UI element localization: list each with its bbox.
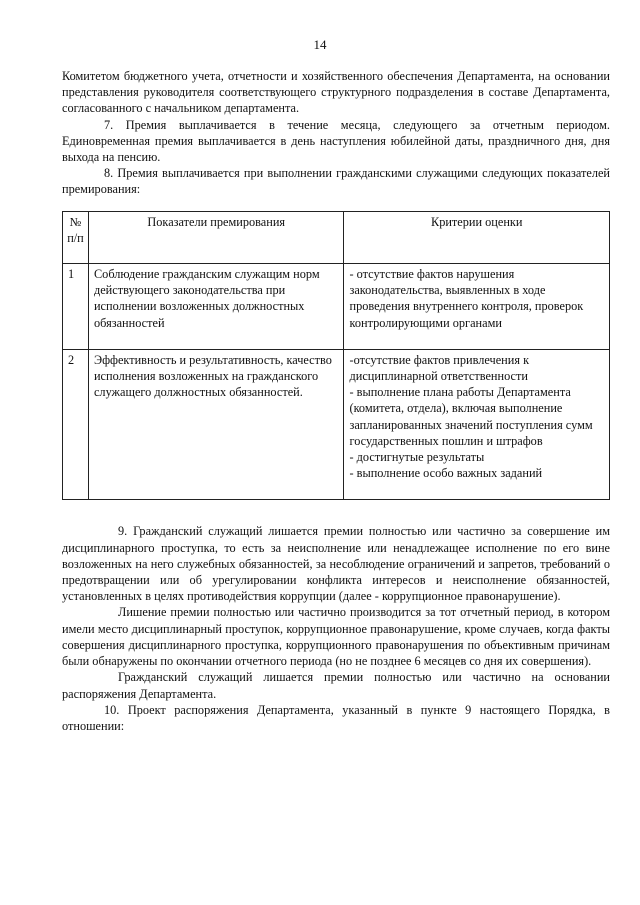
paragraph-9: 9. Гражданский служащий лишается премии полностью или частично за совершение им дисциплинарного проступка, то есть за неисполнение или ненадлежащее исполнение по его вине возложенных на него служебных обязанностей, за несоблюдение ограничений и запретов, требований о предотвращении или об урегулировании конфликта интересов и неисполнение обязанностей, установленных в целях противодействия коррупции (далее - коррупционное правонарушение). (62, 524, 610, 604)
criteria-item: -отсутствие фактов привлечения к дисциплинарной ответственности (349, 352, 530, 384)
row-indicator: Соблюдение гражданским служащим норм действующего законодательства при исполнении возложенных должностных обязанностей (88, 264, 344, 350)
criteria-item: - достигнутые результаты (349, 450, 485, 465)
table-row (63, 349, 610, 500)
table-header-row (63, 211, 610, 263)
bonus-indicators-table (62, 211, 610, 501)
row-number: 1 (63, 264, 89, 350)
header-number: № п/п (63, 211, 89, 263)
paragraph-deprivation-period: Лишение премии полностью или частично производится за тот отчетный период, в котором имели место дисциплинарный проступок, коррупционное правонарушение, кроме случаев, когда факты совершения дисциплинарного проступка, коррупционного правонарушения по объективным причинам были обнаружены по окончании отчетного периода (но не позднее 6 месяцев со дня их совершения). (62, 605, 610, 669)
row-number: 2 (63, 349, 89, 500)
row-criteria (344, 349, 610, 500)
document-body (62, 68, 610, 734)
criteria-item: - отсутствие фактов нарушения законодательства, выявленных в ходе проведения внутреннего контроля, проверок контролирующими органами (349, 267, 584, 330)
paragraph-deprivation-order: Гражданский служащий лишается премии полностью или частично на основании распоряжения Департамента. (62, 670, 610, 701)
criteria-item: - выполнение плана работы Департамента (комитета, отдела), включая выполнение запланированных значений поступления сумм государственных пошлин и штрафов (349, 385, 593, 448)
row-criteria (344, 264, 610, 350)
table-row (63, 264, 610, 350)
paragraph-8: 8. Премия выплачивается при выполнении гражданскими служащими следующих показателей премирования: (62, 166, 610, 197)
paragraph-continuation: Комитетом бюджетного учета, отчетности и хозяйственного обеспечения Департамента, на основании представления руководителя соответствующего структурного подразделения в составе Департамента, согласованного с начальником департамента. (62, 69, 610, 116)
header-criteria: Критерии оценки (344, 211, 610, 263)
page-number: 14 (313, 37, 327, 52)
row-indicator: Эффективность и результативность, качество исполнения возложенных на гражданского служащего должностных обязанностей. (88, 349, 344, 500)
paragraph-7: 7. Премия выплачивается в течение месяца, следующего за отчетным периодом. Единовременная премия выплачивается в день наступления юбилейной даты, праздничного дня, дня выхода на пенсию. (62, 117, 610, 165)
header-indicators: Показатели премирования (88, 211, 344, 263)
criteria-item: - выполнение особо важных заданий (349, 466, 543, 481)
paragraph-10: 10. Проект распоряжения Департамента, указанный в пункте 9 настоящего Порядка, в отношении: (62, 702, 610, 733)
